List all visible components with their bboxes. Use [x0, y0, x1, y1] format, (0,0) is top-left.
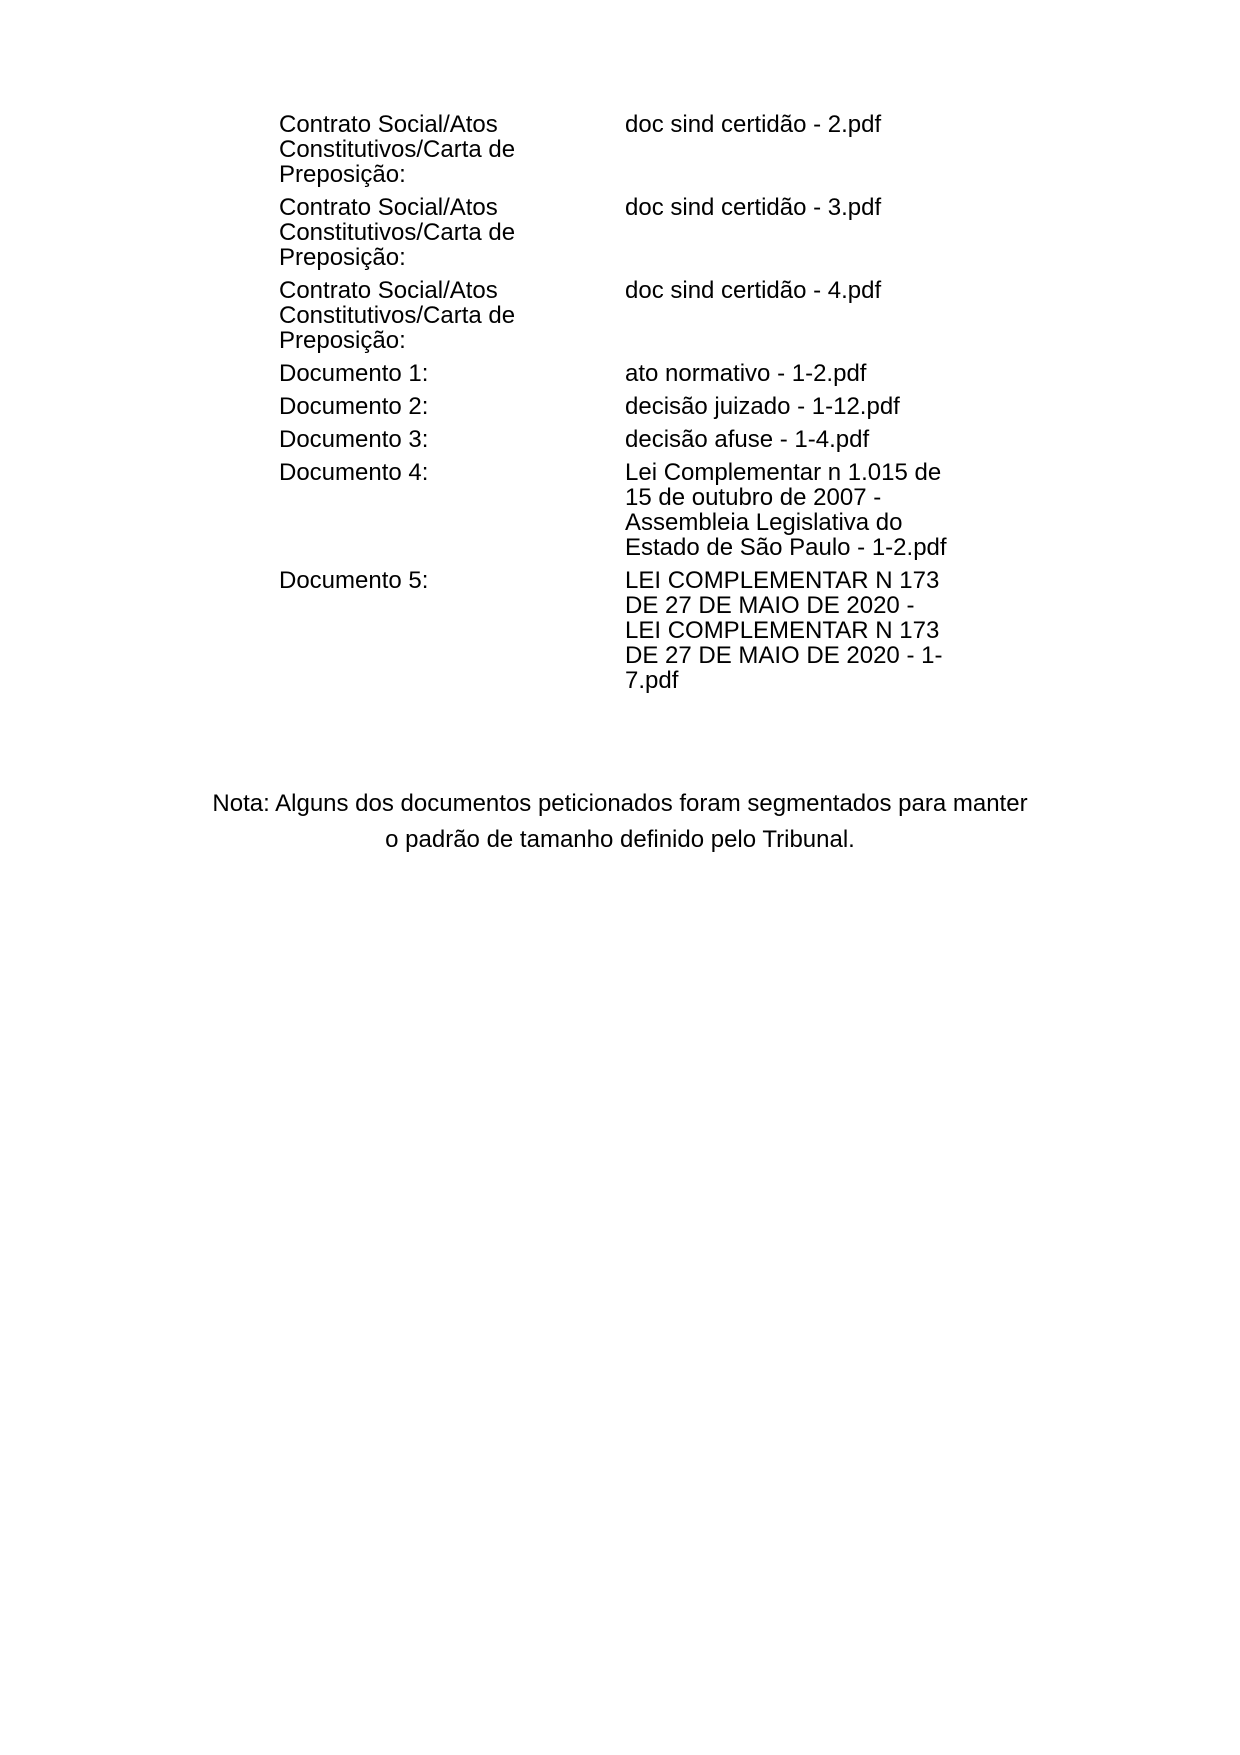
- document-filename: decisão juizado - 1-12.pdf: [625, 393, 900, 420]
- document-filename: decisão afuse - 1-4.pdf: [625, 426, 870, 453]
- table-row: [279, 112, 979, 195]
- attached-documents-table: [279, 112, 979, 701]
- document-label: Documento 1:: [279, 360, 429, 387]
- document-filename: doc sind certidão - 3.pdf: [625, 194, 882, 221]
- document-label: Documento 2:: [279, 393, 429, 420]
- note-line-1: Nota: Alguns dos documentos peticionados foram segmentados para manter: [212, 790, 1028, 817]
- segmentation-note: [120, 786, 1120, 858]
- table-row: [279, 394, 979, 427]
- table-row: [279, 460, 979, 568]
- document-label: Contrato Social/Atos Constitutivos/Carta de Preposição:: [279, 277, 516, 354]
- table-row: [279, 568, 979, 701]
- document-label: Documento 5:: [279, 567, 429, 594]
- document-label: Documento 3:: [279, 426, 429, 453]
- document-filename: LEI COMPLEMENTAR N 173 DE 27 DE MAIO DE 2020 - LEI COMPLEMENTAR N 173 DE 27 DE MAIO DE 2020 - 1- 7.pdf: [625, 567, 943, 694]
- document-filename: doc sind certidão - 4.pdf: [625, 277, 882, 304]
- document-filename: ato normativo - 1-2.pdf: [625, 360, 867, 387]
- table-row: [279, 195, 979, 278]
- document-label: Documento 4:: [279, 459, 429, 486]
- table-row: [279, 278, 979, 361]
- document-label: Contrato Social/Atos Constitutivos/Carta de Preposição:: [279, 111, 516, 188]
- document-label: Contrato Social/Atos Constitutivos/Carta de Preposição:: [279, 194, 516, 271]
- table-row: [279, 361, 979, 394]
- document-filename: Lei Complementar n 1.015 de 15 de outubro de 2007 - Assembleia Legislativa do Estado de São Paulo - 1-2.pdf: [625, 459, 947, 561]
- document-filename: doc sind certidão - 2.pdf: [625, 111, 882, 138]
- table-row: [279, 427, 979, 460]
- note-line-2: o padrão de tamanho definido pelo Tribunal.: [385, 826, 855, 853]
